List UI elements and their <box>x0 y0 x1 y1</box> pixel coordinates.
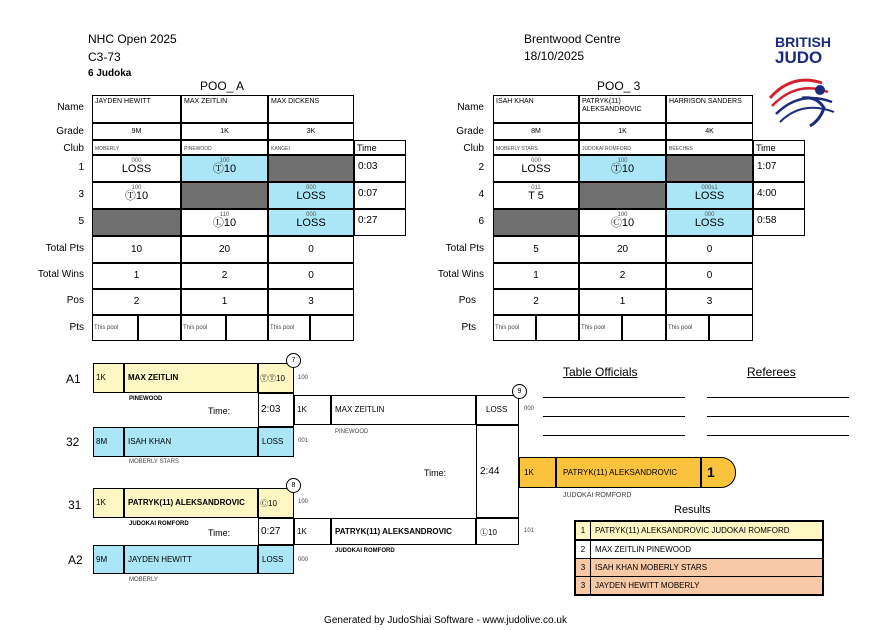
match-time: 0:27 <box>354 209 406 236</box>
pts-cell <box>622 315 666 341</box>
this-pool: This pool <box>493 315 536 341</box>
pts-cell <box>310 315 354 341</box>
bracket-club: PINEWOOD <box>335 429 369 435</box>
event-date: 18/10/2025 <box>524 49 585 63</box>
match-cell: 100 Ⓣ10 <box>92 182 181 209</box>
match-cell: 100 Ⓣ10 <box>181 155 268 182</box>
pts-label: Pts <box>461 322 476 333</box>
row-number: 1 <box>78 162 84 173</box>
player-grade: 8M <box>493 123 579 140</box>
pool-b-title: POO_ 3 <box>597 79 641 93</box>
pool-a-title: POO_ A <box>200 79 245 93</box>
bracket-name: MAX ZEITLIN <box>331 395 476 425</box>
signature-line <box>543 397 685 398</box>
empty-cell <box>493 209 579 236</box>
judo-figure-icon <box>762 68 842 138</box>
bracket-score: ⓉⓉ10 <box>258 363 294 393</box>
position: 1 <box>181 289 268 315</box>
british-judo-logo <box>762 34 842 134</box>
match-cell: 000s1 LOSS <box>666 182 753 209</box>
total-pts: 0 <box>268 236 354 263</box>
bracket-name: MAX ZEITLIN <box>124 363 258 393</box>
total-wins: 0 <box>268 263 354 289</box>
empty-cell <box>181 182 268 209</box>
player-grade: 9M <box>92 123 181 140</box>
match-cell: 000 LOSS <box>493 155 579 182</box>
match-time: 0:58 <box>753 209 805 236</box>
this-pool: This pool <box>268 315 310 341</box>
signature-line <box>707 397 849 398</box>
time-header: Time <box>354 140 406 155</box>
bracket-club: PINEWOOD <box>129 396 163 402</box>
empty-cell <box>579 182 666 209</box>
player-club: KANGEI <box>268 140 354 155</box>
pos-label: Pos <box>66 295 84 306</box>
bracket-club: JUDOKAI ROMFORD <box>335 548 395 554</box>
match-cell: 000 LOSS <box>666 209 753 236</box>
footer-credit: Generated by JudoShiai Software - www.judolive.co.uk <box>324 615 567 626</box>
player-name: JAYDEN HEWITT <box>92 95 181 123</box>
player-grade: 3K <box>268 123 354 140</box>
bracket-score: Ⓒ10 <box>258 488 294 518</box>
bracket-name: PATRYK(11) ALEKSANDROVIC <box>331 518 476 545</box>
empty-cell <box>92 209 181 236</box>
club-label: Club <box>63 143 84 154</box>
signature-line <box>707 435 849 436</box>
player-club: MOBERLY STARS <box>493 140 579 155</box>
match-cell: 000 LOSS <box>268 209 354 236</box>
bracket-grade: 1K <box>294 395 331 425</box>
this-pool: This pool <box>92 315 138 341</box>
pts-cell <box>226 315 268 341</box>
player-grade: 1K <box>579 123 666 140</box>
row-number: 2 <box>478 162 484 173</box>
match-time: 1:07 <box>753 155 805 182</box>
match-number: 8 <box>286 478 301 493</box>
player-grade: 4K <box>666 123 753 140</box>
total-wins: 2 <box>181 263 268 289</box>
bracket-time: 2:03 <box>258 393 294 427</box>
bracket-grade: 1K <box>93 363 124 393</box>
bracket-subscore: 101 <box>524 528 535 534</box>
row-number: 4 <box>478 189 484 200</box>
position: 2 <box>92 289 181 315</box>
referees-heading: Referees <box>747 365 796 379</box>
name-label: Name <box>57 102 84 113</box>
event-title: NHC Open 2025 <box>88 32 177 46</box>
total-pts: 20 <box>181 236 268 263</box>
player-club: JUDOKAI ROMFORD <box>579 140 666 155</box>
signature-line <box>707 416 849 417</box>
bracket-name: PATRYK(11) ALEKSANDROVIC <box>124 488 258 518</box>
bracket-time: 2:44 <box>476 425 519 518</box>
match-cell: 000 LOSS <box>268 182 354 209</box>
time-label: Time: <box>208 528 231 538</box>
venue: Brentwood Centre <box>524 32 621 46</box>
total-wins: 2 <box>579 263 666 289</box>
bracket-club: MOBERLY <box>129 577 158 583</box>
player-name: MAX DICKENS <box>268 95 354 123</box>
result-row: 3 JAYDEN HEWITT MOBERLY <box>575 576 823 595</box>
pts-cell <box>536 315 579 341</box>
total-pts: 0 <box>666 236 753 263</box>
bracket-name: ISAH KHAN <box>124 427 258 457</box>
total-wins: 0 <box>666 263 753 289</box>
row-number: 3 <box>78 189 84 200</box>
match-number: 7 <box>286 353 301 368</box>
match-cell: 100 Ⓣ10 <box>579 155 666 182</box>
match-cell: 011 T 5 <box>493 182 579 209</box>
seed-label: 32 <box>66 435 80 449</box>
total-wins-label: Total Wins <box>437 269 484 280</box>
name-label: Name <box>457 102 484 113</box>
total-wins-label: Total Wins <box>37 269 84 280</box>
this-pool: This pool <box>579 315 622 341</box>
total-pts-label: Total Pts <box>45 243 84 254</box>
player-name: PATRYK(11) ALEKSANDROVIC <box>579 95 666 123</box>
position: 1 <box>579 289 666 315</box>
pos-label: Pos <box>458 295 476 306</box>
player-grade: 1K <box>181 123 268 140</box>
judoka-count: 6 Judoka <box>88 68 132 79</box>
bracket-subscore: 001 <box>298 438 309 444</box>
pts-cell <box>709 315 753 341</box>
bracket-score: Ⓛ10 <box>476 518 519 545</box>
grade-label: Grade <box>56 126 84 137</box>
result-row: 2 MAX ZEITLIN PINEWOOD <box>575 540 823 559</box>
time-label: Time: <box>208 406 231 416</box>
logo-line2: JUDO <box>775 48 823 67</box>
bracket-subscore: 100 <box>298 499 309 505</box>
match-time: 4:00 <box>753 182 805 209</box>
player-name: ISAH KHAN <box>493 95 579 123</box>
empty-cell <box>666 155 753 182</box>
seed-label: 31 <box>68 498 82 512</box>
position: 3 <box>666 289 753 315</box>
signature-line <box>543 435 685 436</box>
player-name: HARRISON SANDERS <box>666 95 753 123</box>
this-pool: This pool <box>181 315 226 341</box>
result-row: 3 ISAH KHAN MOBERLY STARS <box>575 558 823 577</box>
total-pts: 20 <box>579 236 666 263</box>
bracket-score: LOSS <box>476 395 519 425</box>
bracket-grade: 1K <box>294 518 331 545</box>
results-title: Results <box>674 504 711 516</box>
total-pts: 10 <box>92 236 181 263</box>
bracket-grade: 9M <box>93 545 124 574</box>
match-cell: 110 Ⓛ10 <box>181 209 268 236</box>
bracket-club: MOBERLY STARS <box>129 459 180 465</box>
club-label: Club <box>463 143 484 154</box>
bracket-name: JAYDEN HEWITT <box>124 545 258 574</box>
time-label: Time: <box>424 468 447 478</box>
bracket-grade: 8M <box>93 427 124 457</box>
player-club: MOBERLY <box>92 140 181 155</box>
winner-club: JUDOKAI ROMFORD <box>563 492 632 499</box>
signature-line <box>543 416 685 417</box>
row-number: 6 <box>478 216 484 227</box>
bracket-subscore: 000 <box>524 406 535 412</box>
match-cell: 000 LOSS <box>92 155 181 182</box>
bracket-score: LOSS <box>258 545 294 574</box>
position: 2 <box>493 289 579 315</box>
player-club: BEECHES <box>666 140 753 155</box>
bracket-time: 0:27 <box>258 518 294 545</box>
match-time: 0:03 <box>354 155 406 182</box>
bracket-score: LOSS <box>258 427 294 457</box>
empty-cell <box>268 155 354 182</box>
bracket-subscore: 100 <box>298 375 309 381</box>
winner-place: 1 <box>701 457 736 488</box>
match-number: 9 <box>512 384 527 399</box>
total-pts-label: Total Pts <box>445 243 484 254</box>
table-officials-heading: Table Officials <box>563 365 638 379</box>
logo-line1: BRITISH <box>775 34 831 50</box>
player-club: PINEWOOD <box>181 140 268 155</box>
time-header: Time <box>753 140 805 155</box>
result-row: 1 PATRYK(11) ALEKSANDROVIC JUDOKAI ROMFORD <box>575 521 823 540</box>
pts-cell <box>138 315 181 341</box>
seed-label: A2 <box>68 553 83 567</box>
winner-name: PATRYK(11) ALEKSANDROVIC <box>556 457 701 488</box>
match-time: 0:07 <box>354 182 406 209</box>
match-cell: 100 Ⓒ10 <box>579 209 666 236</box>
this-pool: This pool <box>666 315 709 341</box>
row-number: 5 <box>78 216 84 227</box>
pts-label: Pts <box>69 322 84 333</box>
category: C3-73 <box>88 50 121 64</box>
seed-label: A1 <box>66 372 81 386</box>
winner-grade: 1K <box>519 457 556 488</box>
total-wins: 1 <box>493 263 579 289</box>
player-name: MAX ZEITLIN <box>181 95 268 123</box>
position: 3 <box>268 289 354 315</box>
grade-label: Grade <box>456 126 484 137</box>
bracket-subscore: 000 <box>298 557 309 563</box>
bracket-club: JUDOKAI ROMFORD <box>129 521 189 527</box>
total-wins: 1 <box>92 263 181 289</box>
total-pts: 5 <box>493 236 579 263</box>
bracket-grade: 1K <box>93 488 124 518</box>
